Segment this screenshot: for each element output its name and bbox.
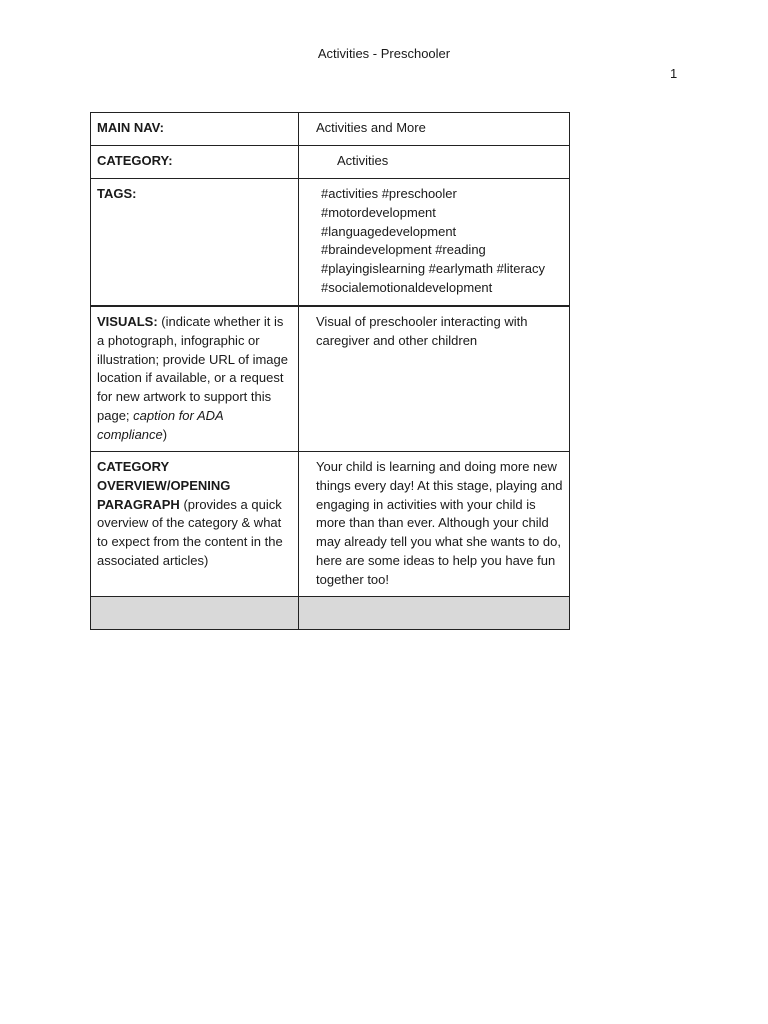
tag-line: #braindevelopment #reading <box>321 242 486 258</box>
category-label: CATEGORY: <box>91 146 299 179</box>
visuals-label-heading: VISUALS: <box>97 314 158 329</box>
tag-line: #playingislearning #earlymath #literacy <box>321 261 546 277</box>
visuals-label <box>91 306 299 452</box>
empty-value-cell <box>299 597 570 630</box>
overview-label-description: (provides a quick overview of the category & what to expect from the content in the associated articles) <box>97 496 283 568</box>
overview-label-heading: CATEGORY OVERVIEW/OPENING PARAGRAPH <box>97 459 231 512</box>
tag-line: #languagedevelopment <box>321 223 457 239</box>
overview-label <box>91 452 299 597</box>
overview-value: Your child is learning and doing more new things every day! At this stage, playing and engaging in activities with your child is more than than ever. Although your child may already tell you what she wants to do, here are some ideas to help you have fun together too! <box>299 452 570 597</box>
content-table <box>90 112 570 630</box>
visuals-label-caption-note: caption for ADA compliance <box>97 407 224 442</box>
tag-line: #motordevelopment <box>321 204 436 220</box>
table-row-main-nav <box>91 113 570 146</box>
table-row-tags <box>91 179 570 307</box>
tag-line: #socialemotionaldevelopment <box>321 279 493 295</box>
table-row-overview <box>91 452 570 597</box>
table-row-empty <box>91 597 570 630</box>
visuals-label-description: (indicate whether it is a photograph, infographic or illustration; provide URL of image location if available, or a request for new artwork to support this page; <box>97 314 288 423</box>
main-nav-label: MAIN NAV: <box>91 113 299 146</box>
page-number: 1 <box>670 66 678 81</box>
tags-label: TAGS: <box>91 179 299 307</box>
table-row-visuals <box>91 306 570 452</box>
table-row-category <box>91 146 570 179</box>
visuals-value: Visual of preschooler interacting with caregiver and other children <box>299 306 570 452</box>
visuals-label-close: ) <box>162 426 168 442</box>
empty-label-cell <box>91 597 299 630</box>
document-header-title: Activities - Preschooler <box>317 46 451 61</box>
tags-value <box>299 179 570 307</box>
main-nav-value: Activities and More <box>299 113 570 146</box>
tag-line: #activities #preschooler <box>321 186 457 201</box>
category-value: Activities <box>299 146 570 179</box>
